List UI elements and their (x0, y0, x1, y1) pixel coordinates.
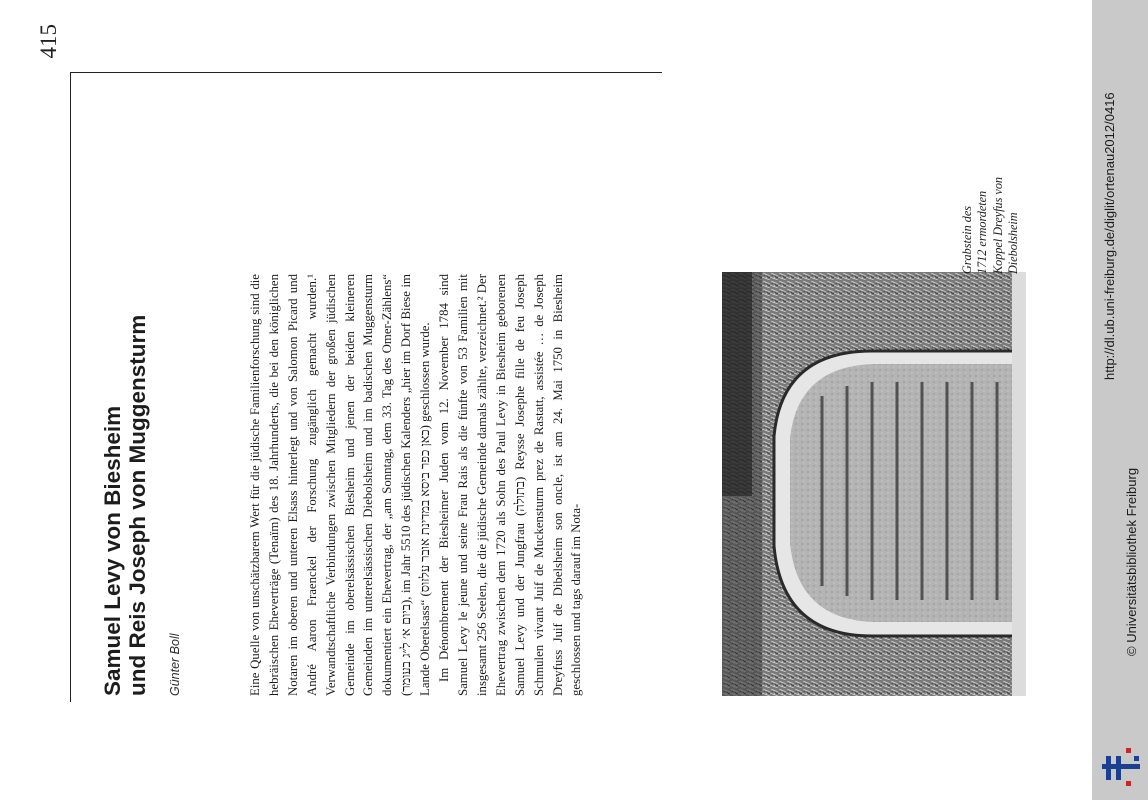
copyright-notice: © Universitätsbibliothek Freiburg (1124, 467, 1139, 656)
caption-line-1: Grabstein des (960, 205, 974, 274)
title-line-2: und Reis Joseph von Muggensturm (125, 314, 150, 696)
paragraph-1: Eine Quelle von unschätzbarem Wert für die jüdische Familienforschung sind die hebräischen Eheverträge (Tenaïm) des 18. Jahrhunderts, die bei den königlichen Notaren im oberen und unteren Elsass hinterlegt und von Salomon Picard und André Aaron Fraenckel der Forschung zugänglich gemacht wurden.¹ Verwandtschaftliche Verbindungen zwischen Mitgliedern der großen jüdischen Gemeinde im oberelsässischen Biesheim und jenen der beiden kleineren Gemeinden im unterelsässischen Diebolsheim und im badischen Muggensturm dokumentiert ein Ehevertrag, der „am Sonntag, dem 33. Tag des Omer-Zählens“ (ביום א׳ ל״ג בעומר), im Jahr 5510 des jüdischen Kalenders „hier im Dorf Biese im Lande Oberelsass“ (כאן כפר ביסא במדינת אובר עלזוס) geschlossen wurde. (248, 274, 433, 696)
caption-line-4: Diebolsheim (1006, 212, 1021, 274)
gravestone-image (722, 272, 1026, 696)
gravestone-photo (722, 272, 1026, 696)
left-margin-rule (70, 72, 71, 702)
university-library-logo (1098, 746, 1142, 788)
page-number: 415 (36, 24, 61, 59)
library-margin (1092, 0, 1148, 800)
source-url[interactable]: http://dl.ub.uni-freiburg.de/diglit/ortenau2012/0416 (1102, 92, 1117, 380)
photo-caption (960, 177, 1022, 274)
header-rule (70, 72, 662, 73)
caption-line-3: Koppel Dreyfus von (990, 176, 1005, 274)
paragraph-2: Im Dénombrement der Biesheimer Juden vom 12. November 1784 sind Samuel Levy le jeune und seine Frau Rais als die fünfte von 53 Familien mit insgesamt 256 Seelen, die die jüdische Gemeinde damals zählte, verzeichnet.² Der Ehevertrag zwischen dem 1720 als Sohn des Paul Levy in Biesheim geborenen Samuel Levy und der Jungfrau (בתולה) Reysse Josephe fille de feu Joseph Schmulen vivant Juif de Muckensturm prez de Rastatt, assistée … de Joseph Dreyfuss Juif de Dibelsheim son oncle, ist am 24. Mai 1750 in Biesheim geschlossen und tags darauf im Nota- (437, 274, 584, 696)
author-name: Günter Boll (168, 633, 182, 696)
article-title (100, 76, 150, 696)
article-body (246, 274, 586, 696)
caption-line-2: 1712 ermordeten (975, 190, 990, 274)
title-line-1: Samuel Levy von Biesheim (100, 405, 125, 696)
